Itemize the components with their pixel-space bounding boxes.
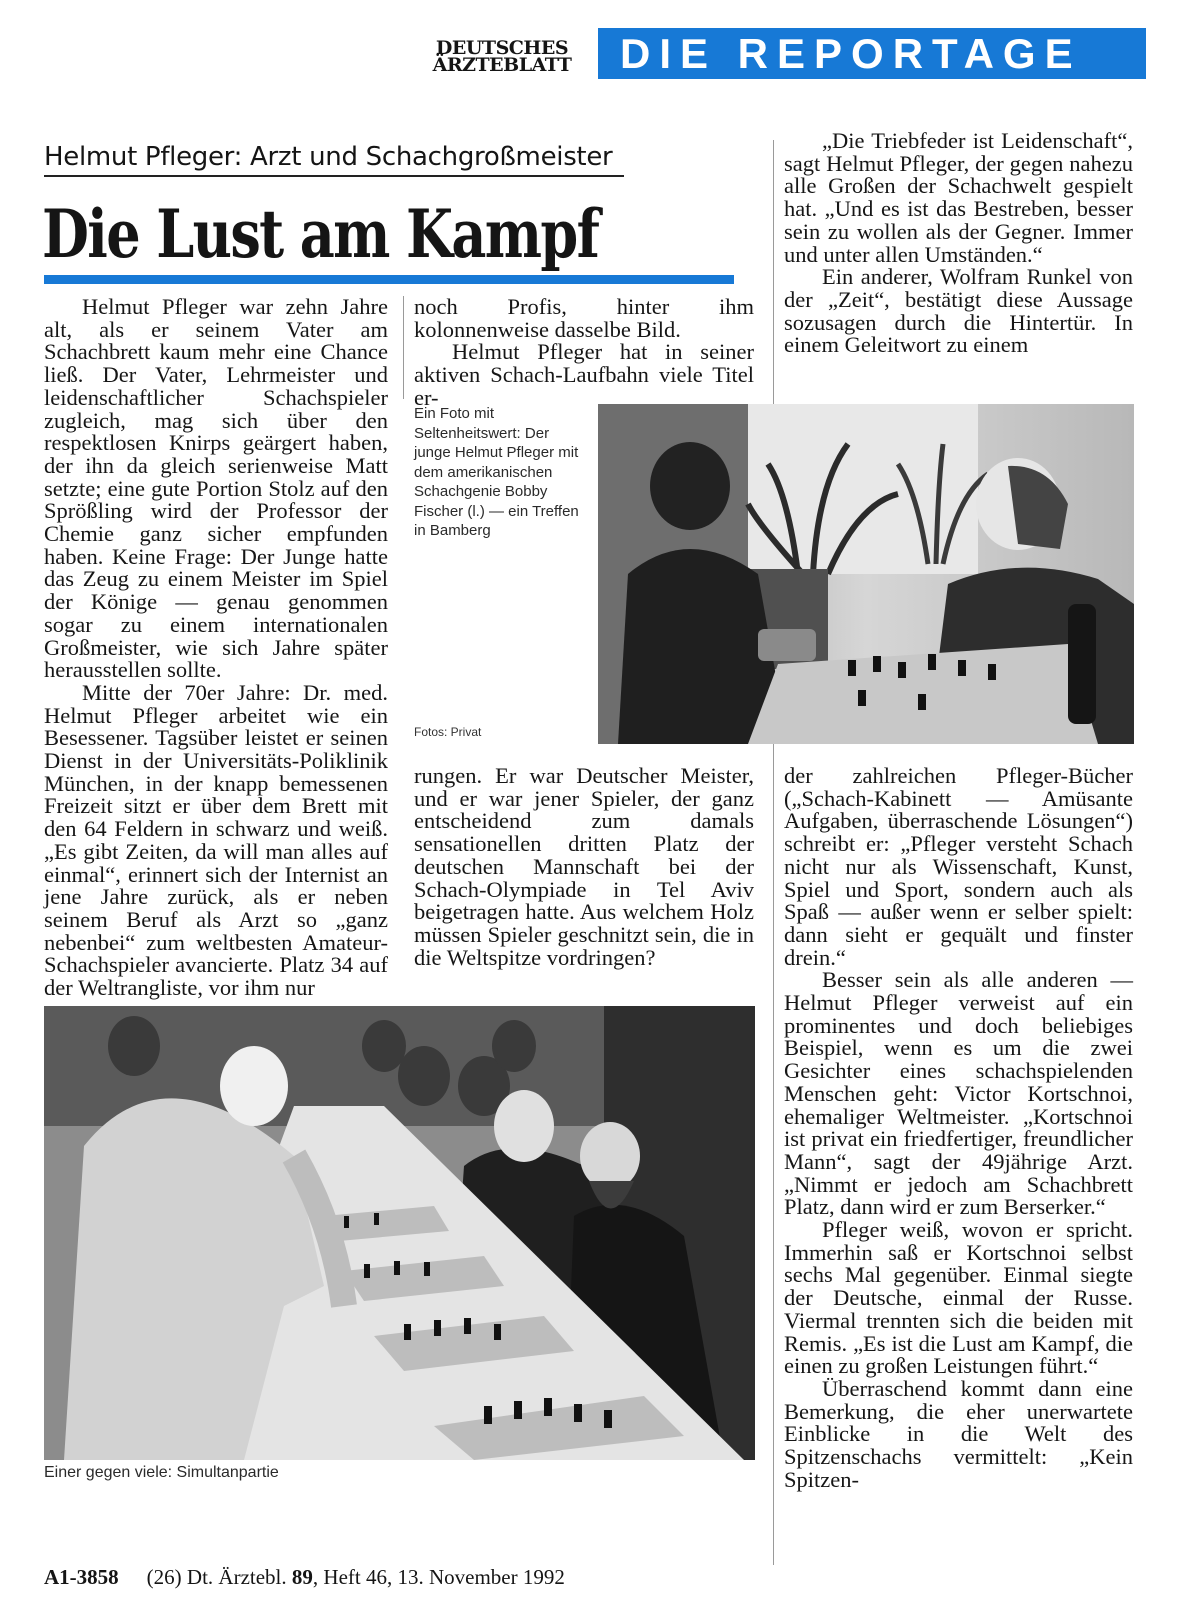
- paragraph: Überraschend kommt dann eine Bemerkung, die eher unerwartete Einblicke in die Welt des Spitzenschachs vermittelt: „Kein Spitzen-: [784, 1375, 1133, 1492]
- paragraph: Helmut Pfleger hat in seiner aktiven Schach-Laufbahn viele Titel er-: [414, 339, 754, 410]
- paragraph: Helmut Pfleger war zehn Jahre alt, als er seinem Vater am Schachbrett kaum mehr eine Chance ließ. Der Vater, Lehrmeister und leidenschaftlicher Schachspieler zugleich, mag sich über den respektlosen Knirps geärgert haben, der ihn da gleich serienweise Matt setzte; eine gute Portion Stolz auf den Sprößling wird der Professor der Chemie ganz sicher empfunden haben. Keine Frage: Der Junge hatte das Zeug zu einem Meister im Spiel der Könige — genau genommen sogar zu einem internationalen Großmeister, wie sich Jahre später herausstellen sollte.: [44, 294, 388, 683]
- title-rule: [44, 275, 734, 284]
- paragraph: „Die Triebfeder ist Leidenschaft“, sagt Helmut Pfleger, der gegen nahezu alle Großen der Schachwelt gespielt hat. „Und es ist das Bestreben, besser sein zu wollen als der Gegner. Immer und unter allen Umständen.“: [784, 128, 1133, 267]
- column-divider: [773, 140, 774, 1565]
- paragraph: Ein anderer, Wolfram Runkel von der „Zeit“, bestätigt diese Aussage sozusagen durch die Hintertür. In einem Geleitwort zu einem: [784, 264, 1133, 358]
- paragraph: Besser sein als alle anderen — Helmut Pfleger verweist auf ein prominentes und doch beliebiges Beispiel, wenn es um die zwei Gesichter eines schachspielenden Menschen geht: Victor Kortschnoi, ehemaliger Weltmeister. „Kortschnoi ist privat ein friedfertiger, freundlicher Mann“, sagt der 49jährige Arzt. „Nimmt er jedoch am Schachbrett Platz, dann wird er zum Berserker.“: [784, 967, 1133, 1220]
- photo-credit: Fotos: Privat: [414, 725, 482, 739]
- journal-logo: [416, 37, 588, 76]
- body-column-1: [44, 296, 388, 1000]
- paragraph: Mitte der 70er Jahre: Dr. med. Helmut Pfleger arbeitet wie ein Besessener. Tagsüber leistet er seinen Dienst in der Universitäts-Poliklinik München, in der knapp bemessenen Freizeit sitzt er über dem Brett mit den 64 Feldern in schwarz und weiß. „Es gibt Zeiten, da will man alles auf einmal“, erinnert sich der Internist an jene Jahre zurück, als er neben seinem Beruf als Arzt so „ganz nebenbei“ zum weltbesten Amateur-Schachspieler avancierte. Platz 34 auf der Weltrangliste, vor ihm nur: [44, 679, 388, 1001]
- photo-pfleger-fischer: [598, 404, 1134, 744]
- page-number: (26): [146, 1565, 182, 1589]
- body-column-2-top: [414, 296, 754, 410]
- body-column-2-bottom: [414, 765, 754, 969]
- photo-caption: Ein Foto mit Seltenheitswert: Der junge Helmut Pfleger mit dem amerikanischen Schachgenie Bobby Fischer (l.) — ein Treffen in Bamberg: [414, 405, 579, 539]
- paragraph: rungen. Er war Deutscher Meister, und er war jener Spieler, der ganz entscheidend zum damals sensationellen dritten Platz der deutschen Mannschaft bei der Schach-Olympiade in Tel Aviv beigetragen hatte. Aus welchem Holz müssen Spieler geschnitzt sein, die in die Weltspitze vordringen?: [414, 763, 754, 970]
- page-code: A1-3858: [44, 1565, 119, 1589]
- article-title: Die Lust am Kampf: [42, 195, 599, 273]
- paragraph: noch Profis, hinter ihm kolonnenweise dasselbe Bild.: [414, 294, 754, 342]
- page-footer: [44, 1565, 565, 1590]
- logo-line-1: DEUTSCHES: [435, 37, 569, 59]
- logo-line-2: ÄRZTEBLATT: [432, 54, 572, 76]
- issue-info: , Heft 46, 13. November 1992: [312, 1565, 565, 1589]
- volume: 89: [291, 1565, 313, 1589]
- column-divider-short: [403, 296, 404, 399]
- paragraph: der zahlreichen Pfleger-Bücher („Schach-Kabinett — Amüsante Aufgaben, überraschende Lösungen“) schreibt er: „Pfleger versteht Schach nicht nur als Wissenschaft, Kunst, Spiel und Sport, sondern auch als Spaß — außer wenn er selber spielt: dann sieht er gequält und finster drein.“: [784, 763, 1133, 970]
- body-column-3-bottom: [784, 765, 1133, 1492]
- body-column-3-top: [784, 130, 1133, 357]
- paragraph: Pfleger weiß, wovon er spricht. Immerhin saß er Kortschnoi selbst sechs Mal gegenüber. Einmal siegte der Deutsche, einmal der Russe. Viermal trennten sich die beiden mit Remis. „Es ist die Lust am Kampf, die einen zu großen Leistungen führt.“: [784, 1217, 1133, 1379]
- section-banner: DIE REPORTAGE: [598, 28, 1146, 79]
- photo-caption: Einer gegen viele: Simultanpartie: [44, 1464, 279, 1481]
- photo-simultaneous-game: [44, 1006, 755, 1460]
- article-kicker: Helmut Pfleger: Arzt und Schachgroßmeister: [44, 140, 624, 177]
- journal-name: Dt. Ärztebl.: [186, 1565, 287, 1589]
